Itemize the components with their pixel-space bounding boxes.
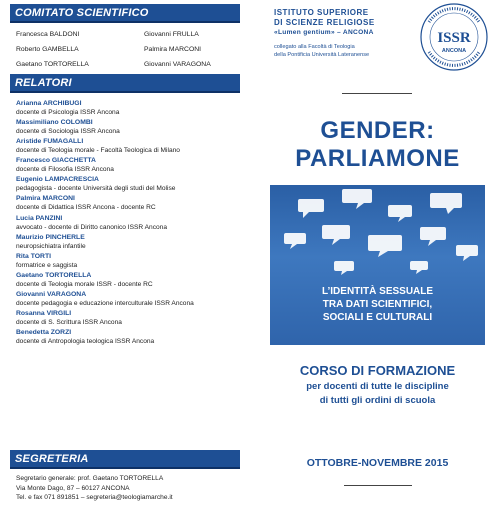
relatore-role: docente di Sociologia ISSR Ancona bbox=[16, 128, 120, 136]
relatore-role: docente di Filosofia ISSR Ancona bbox=[16, 166, 114, 174]
relatore-name: Arianna ARCHIBUGI bbox=[16, 100, 82, 107]
institute-note1: collegato alla Facoltà di Teologia bbox=[274, 44, 355, 50]
relatore-name: Lucia PANZINI bbox=[16, 214, 63, 222]
relatore-item bbox=[16, 156, 240, 175]
title-line1: GENDER: bbox=[320, 117, 435, 144]
institute-line1: ISTITUTO SUPERIORE bbox=[274, 8, 369, 17]
relatore-item bbox=[16, 233, 240, 252]
relatore-item bbox=[16, 99, 240, 118]
relatore-item bbox=[16, 118, 240, 137]
separator-bottom bbox=[344, 485, 412, 486]
course-line1: per docenti di tutte le discipline bbox=[306, 381, 449, 392]
relatore-role: docente pedagogia e educazione interculturale ISSR Ancona bbox=[16, 299, 194, 307]
relatore-role: docente di S. Scrittura ISSR Ancona bbox=[16, 319, 122, 327]
institute-line3: «Lumen gentium» – ANCONA bbox=[274, 29, 374, 36]
relatore-item bbox=[16, 271, 240, 290]
relatore-role: avvocato - docente di Diritto canonico ISSR Ancona bbox=[16, 223, 168, 231]
relatore-name: Gaetano TORTORELLA bbox=[16, 271, 92, 279]
relatore-name: Palmira MARCONI bbox=[16, 195, 75, 203]
relatore-name: Aristide FUMAGALLI bbox=[16, 138, 84, 146]
left-column bbox=[10, 4, 240, 503]
relatori-list bbox=[10, 93, 240, 450]
relatore-role: docente di Didattica ISSR Ancona - docente RC bbox=[16, 204, 156, 212]
relatore-role: docente di Teologia morale ISSR - docente RC bbox=[16, 280, 153, 288]
relatore-item bbox=[16, 194, 240, 213]
comitato-member: Francesca BALDONI bbox=[16, 31, 80, 38]
course-line2: di tutti gli ordini di scuola bbox=[319, 395, 436, 406]
relatore-name: Giovanni VARAGONA bbox=[16, 290, 87, 298]
relatore-item bbox=[16, 290, 240, 309]
comitato-member: Palmira MARCONI bbox=[144, 46, 202, 53]
comitato-member: Gaetano TORTORELLA bbox=[16, 61, 89, 68]
banner-image bbox=[270, 185, 485, 345]
relatore-item bbox=[16, 137, 240, 156]
comitato-member: Giovanni FRULLA bbox=[144, 31, 199, 38]
comitato-member: Giovanni VARAGONA bbox=[144, 61, 211, 68]
segreteria-contact: Tel. e fax 071 891851 – segreteria@teologiamarche.it bbox=[16, 494, 173, 501]
relatore-item bbox=[16, 252, 240, 271]
relatore-item bbox=[16, 214, 240, 233]
event-dates: OTTOBRE-NOVEMBRE 2015 bbox=[306, 457, 449, 469]
title-line2: PARLIAMONE bbox=[295, 145, 460, 172]
relatore-role: neuropsichiatra infantile bbox=[16, 242, 86, 250]
right-column bbox=[262, 0, 493, 523]
course-title: CORSO DI FORMAZIONE bbox=[299, 363, 456, 378]
relatore-role: docente di Teologia morale - Facoltà Teologica di Milano bbox=[16, 147, 180, 155]
institute-note2: della Pontificia Università Lateranense bbox=[274, 52, 370, 58]
relatore-item bbox=[16, 328, 240, 347]
comitato-heading: COMITATO SCIENTIFICO bbox=[10, 4, 240, 23]
relatore-name: Rosanna VIRGILI bbox=[16, 310, 72, 318]
relatore-role: docente di Antropologia teologica ISSR Ancona bbox=[16, 338, 155, 346]
segreteria-address: Via Monte Dago, 87 – 60127 ANCONA bbox=[16, 484, 130, 492]
relatore-item bbox=[16, 175, 240, 194]
relatori-heading: RELATORI bbox=[10, 74, 240, 93]
segreteria-heading: SEGRETERIA bbox=[10, 450, 240, 469]
logo-sub: ANCONA bbox=[441, 48, 467, 54]
institute-line2: DI SCIENZE RELIGIOSE bbox=[274, 18, 375, 27]
comitato-members bbox=[10, 23, 240, 74]
relatore-role: formatrice e saggista bbox=[16, 261, 78, 269]
relatore-name: Francesco GIACCHETTA bbox=[16, 157, 96, 165]
relatore-role: docente di Psicologia ISSR Ancona bbox=[16, 109, 120, 116]
separator-top bbox=[342, 93, 412, 94]
relatore-name: Maurizio PINCHERLE bbox=[16, 233, 85, 241]
institute-header bbox=[274, 8, 424, 59]
segreteria-secretary: Segretario generale: prof. Gaetano TORTORELLA bbox=[16, 475, 164, 482]
banner-line2: TRA DATI SCIENTIFICI, bbox=[322, 299, 433, 310]
banner-line3: SOCIALI E CULTURALI bbox=[322, 312, 433, 323]
banner-caption bbox=[270, 285, 485, 324]
relatore-name: Rita TORTI bbox=[16, 252, 51, 260]
relatore-role: pedagogista - docente Università degli studi del Molise bbox=[16, 185, 176, 193]
banner-line1: L’IDENTITÀ SESSUALE bbox=[321, 286, 434, 297]
relatore-name: Eugenio LAMPACRESCIA bbox=[16, 176, 99, 184]
logo-text: ISSR bbox=[437, 30, 471, 46]
comitato-member: Roberto GAMBELLA bbox=[16, 46, 79, 53]
relatore-name: Massimiliano COLOMBI bbox=[16, 119, 93, 127]
issr-logo bbox=[419, 2, 489, 72]
segreteria-info bbox=[10, 469, 240, 503]
relatore-name: Benedetta ZORZI bbox=[16, 329, 72, 337]
relatore-item bbox=[16, 309, 240, 328]
